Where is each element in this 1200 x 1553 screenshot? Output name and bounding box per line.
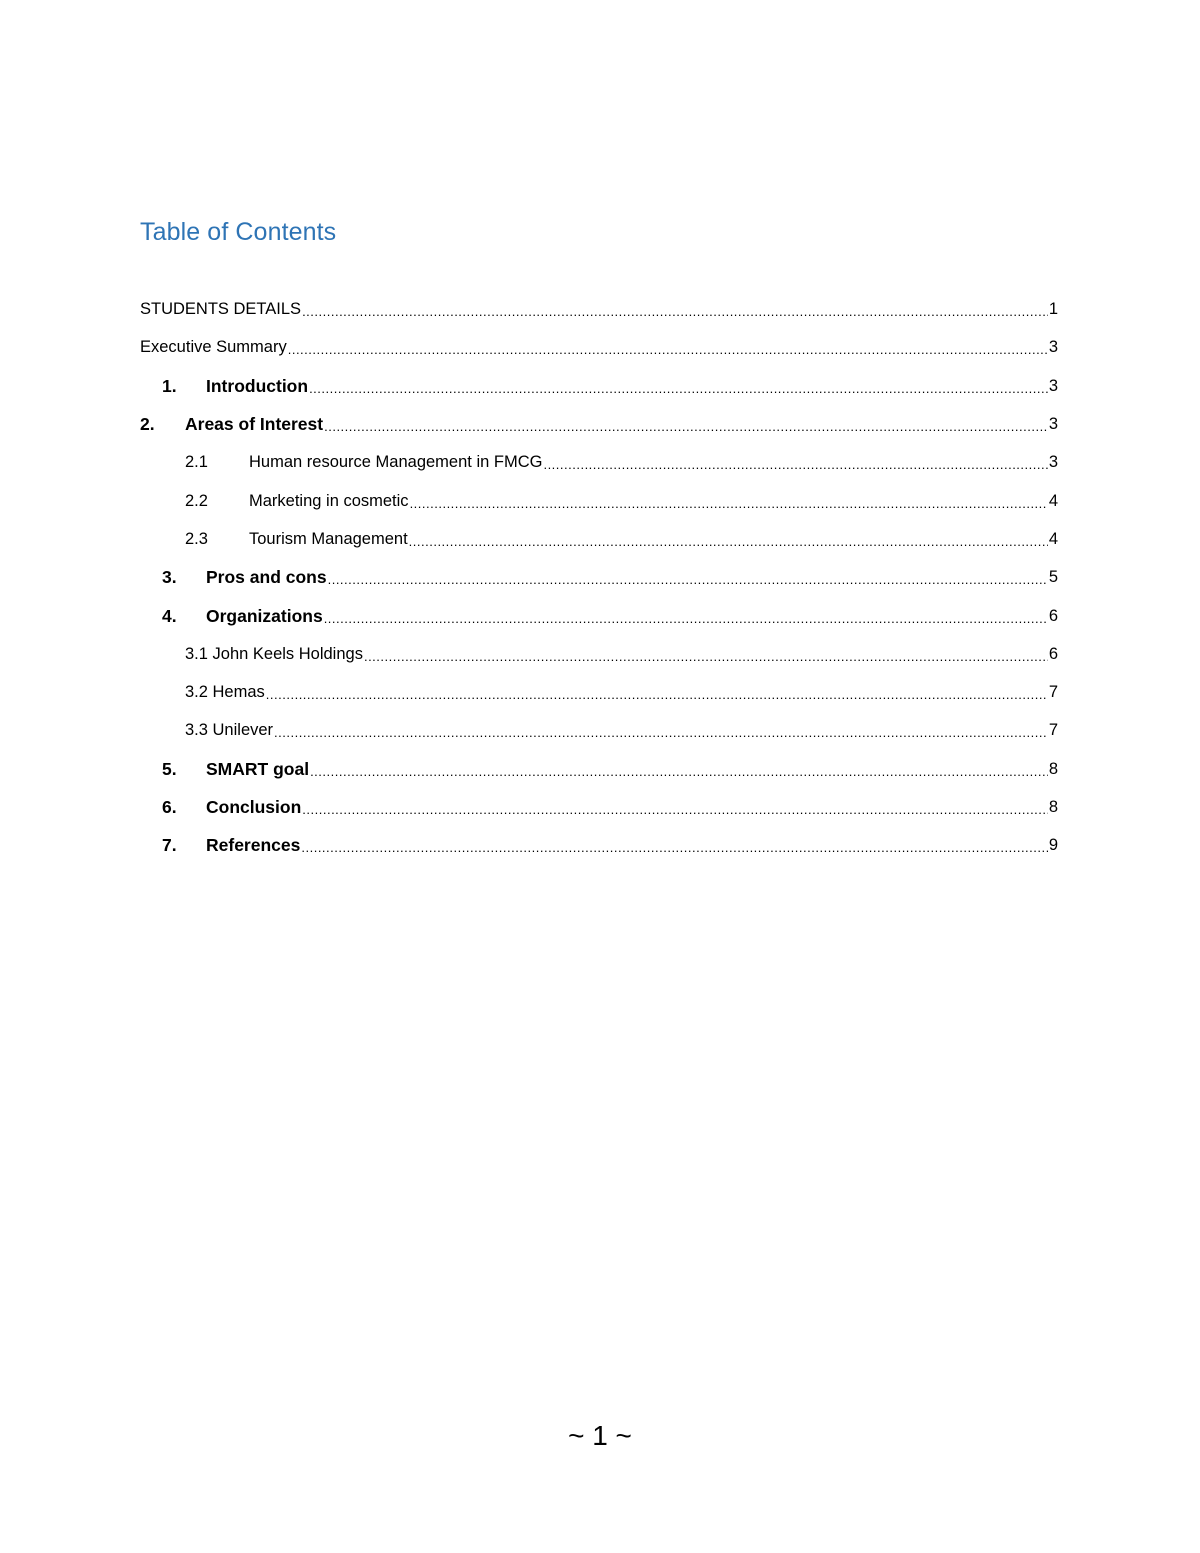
toc-title: Table of Contents bbox=[140, 218, 337, 246]
toc-entry-page: 3 bbox=[1048, 338, 1058, 357]
toc-entry-label: SMART goal bbox=[206, 758, 310, 779]
toc-entry[interactable] bbox=[140, 673, 1058, 711]
toc-entry-label: Marketing in cosmetic bbox=[249, 491, 409, 510]
toc-entry-page: 4 bbox=[1048, 491, 1058, 510]
toc-entry-label: Areas of Interest bbox=[185, 414, 324, 435]
toc-leader bbox=[328, 570, 1048, 590]
toc-entry-label: Organizations bbox=[206, 605, 323, 626]
toc-entry[interactable] bbox=[140, 826, 1058, 864]
toc-entry-number: 1. bbox=[162, 375, 177, 396]
toc-entry-number: 2. bbox=[140, 414, 155, 435]
toc-leader bbox=[364, 647, 1048, 667]
toc-entry-number: 3. bbox=[162, 567, 177, 588]
toc-entry-page: 3 bbox=[1048, 376, 1058, 395]
toc-entry-page: 7 bbox=[1048, 683, 1058, 702]
toc-entry-number: 2.3 bbox=[185, 529, 208, 548]
toc-entry-label: 3.2 Hemas bbox=[185, 683, 265, 702]
toc-entry-label: Introduction bbox=[206, 375, 309, 396]
toc-entry[interactable] bbox=[140, 481, 1058, 519]
toc-leader bbox=[266, 685, 1048, 705]
toc-leader bbox=[309, 379, 1048, 399]
toc-entry-label: STUDENTS DETAILS bbox=[140, 300, 302, 319]
toc-entry-number: 6. bbox=[162, 797, 177, 817]
toc-leader bbox=[302, 800, 1048, 820]
toc-leader bbox=[543, 455, 1047, 475]
toc-leader bbox=[310, 762, 1048, 782]
toc-leader bbox=[274, 723, 1048, 743]
toc-entry[interactable] bbox=[140, 328, 1058, 366]
toc-entry-number: 2.1 bbox=[185, 453, 208, 472]
toc-entry-page: 8 bbox=[1048, 798, 1058, 816]
toc-entry-label: References bbox=[206, 835, 301, 856]
toc-entry[interactable] bbox=[140, 635, 1058, 673]
toc-entry[interactable] bbox=[140, 750, 1058, 788]
toc-leader bbox=[409, 532, 1048, 552]
toc-leader bbox=[324, 609, 1048, 629]
toc-entry[interactable] bbox=[140, 711, 1058, 749]
table-of-contents bbox=[140, 290, 1058, 864]
toc-entry-label: Pros and cons bbox=[206, 567, 327, 588]
toc-leader bbox=[288, 340, 1048, 360]
toc-entry[interactable] bbox=[140, 788, 1058, 826]
page-number-footer: ~ 1 ~ bbox=[568, 1420, 632, 1451]
toc-entry-label: Tourism Management bbox=[249, 529, 408, 548]
toc-entry[interactable] bbox=[140, 596, 1058, 634]
toc-entry-page: 6 bbox=[1048, 644, 1058, 663]
toc-entry-number: 7. bbox=[162, 835, 177, 856]
toc-leader bbox=[302, 302, 1048, 322]
toc-entry[interactable] bbox=[140, 290, 1058, 328]
toc-entry-page: 9 bbox=[1048, 836, 1058, 855]
toc-entry-label: Human resource Management in FMCG bbox=[249, 453, 543, 472]
toc-leader bbox=[324, 417, 1048, 437]
toc-entry[interactable] bbox=[140, 367, 1058, 405]
toc-entry-page: 6 bbox=[1048, 606, 1058, 625]
toc-entry-label: 3.1 John Keels Holdings bbox=[185, 644, 363, 663]
toc-entry-number: 2.2 bbox=[185, 491, 208, 510]
toc-entry-page: 1 bbox=[1048, 300, 1058, 319]
toc-entry-label: Executive Summary bbox=[140, 338, 287, 357]
toc-entry-number: 4. bbox=[162, 605, 177, 626]
toc-entry[interactable] bbox=[140, 443, 1058, 481]
toc-entry-page: 4 bbox=[1048, 529, 1058, 548]
toc-entry-number: 5. bbox=[162, 758, 177, 779]
toc-leader bbox=[301, 838, 1047, 858]
toc-entry-page: 3 bbox=[1048, 415, 1058, 434]
toc-entry-page: 8 bbox=[1048, 759, 1058, 778]
toc-entry-page: 3 bbox=[1048, 453, 1058, 472]
toc-entry-page: 5 bbox=[1048, 568, 1058, 587]
toc-entry[interactable] bbox=[140, 520, 1058, 558]
toc-entry[interactable] bbox=[140, 405, 1058, 443]
toc-leader bbox=[410, 494, 1048, 514]
toc-entry-label: 3.3 Unilever bbox=[185, 721, 274, 740]
toc-entry[interactable] bbox=[140, 558, 1058, 596]
toc-entry-label: Conclusion bbox=[206, 797, 302, 817]
toc-entry-page: 7 bbox=[1048, 721, 1058, 740]
